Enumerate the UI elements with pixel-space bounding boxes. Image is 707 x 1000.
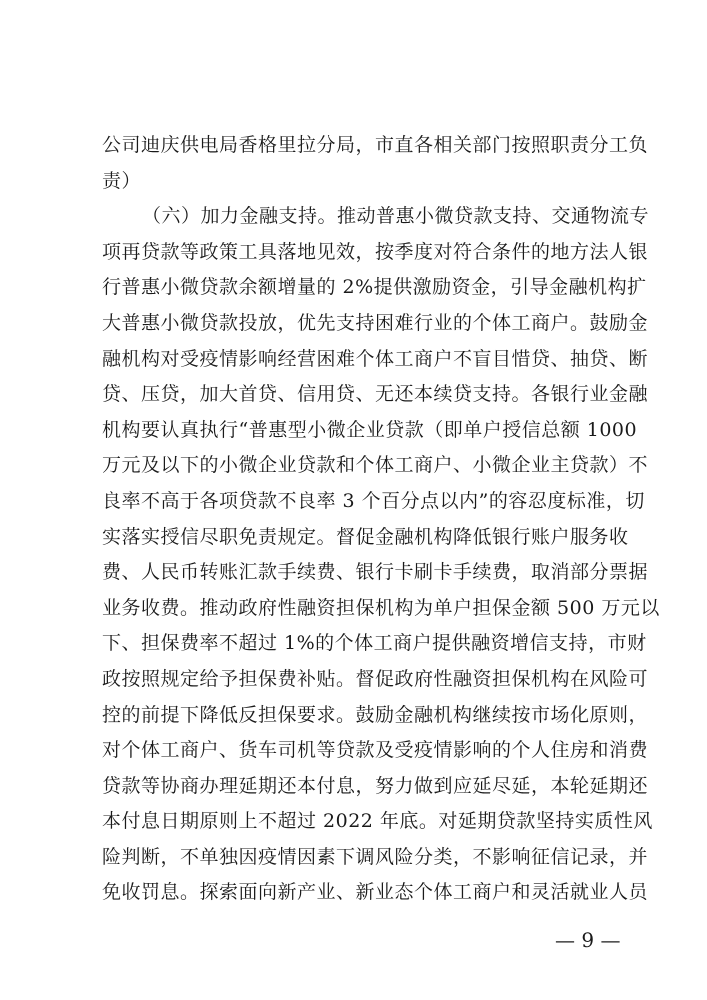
text-line: 控的前提下降低反担保要求。鼓励金融机构继续按市场化原则，: [102, 703, 649, 726]
text-line: 费、人民币转账汇款手续费、银行卡刷卡手续费，取消部分票据: [102, 561, 649, 584]
text-line: 万元及以下的小微企业贷款和个体工商户、小微企业主贷款）不: [102, 454, 649, 477]
text-line: 融机构对受疫情影响经营困难个体工商户不盲目惜贷、抽贷、断: [102, 347, 649, 370]
text-line: 险判断，不单独因疫情因素下调风险分类，不影响征信记录，并: [102, 845, 649, 868]
text-line: 责）: [102, 169, 142, 192]
text-line: 贷、压贷，加大首贷、信用贷、无还本续贷支持。各银行业金融: [102, 383, 649, 406]
text-line: 实落实授信尽职免责规定。督促金融机构降低银行账户服务收: [102, 525, 629, 548]
text-line: 行普惠小微贷款余额增量的 2%提供激励资金，引导金融机构扩: [102, 276, 647, 299]
page-number: — 9 —: [555, 928, 621, 952]
text-line: 业务收费。推动政府性融资担保机构为单户担保金额 500 万元以: [102, 596, 660, 619]
body-text: [102, 128, 660, 911]
text-line: 机构要认真执行“普惠型小微企业贷款（即单户授信总额 1000: [102, 418, 638, 441]
text-line: 政按照规定给予担保费补贴。督促政府性融资担保机构在风险可: [102, 667, 649, 690]
text-line: 下、担保费率不超过 1%的个体工商户提供融资增信支持，市财: [102, 632, 647, 655]
text-line: 大普惠小微贷款投放，优先支持困难行业的个体工商户。鼓励金: [102, 311, 649, 334]
section-heading-line: （六）加力金融支持。推动普惠小微贷款支持、交通物流专: [142, 205, 650, 228]
text-line: 贷款等协商办理延期还本付息，努力做到应延尽延，本轮延期还: [102, 774, 649, 797]
text-line: 良率不高于各项贷款不良率 3 个百分点以内”的容忍度标准，切: [102, 489, 645, 512]
text-line: 对个体工商户、货车司机等贷款及受疫情影响的个人住房和消费: [102, 739, 649, 762]
text-line: 免收罚息。探索面向新产业、新业态个体工商户和灵活就业人员: [102, 881, 649, 904]
text-line: 本付息日期原则上不超过 2022 年底。对延期贷款坚持实质性风: [102, 810, 653, 833]
text-line: 项再贷款等政策工具落地见效，按季度对符合条件的地方法人银: [102, 240, 649, 263]
text-line: 公司迪庆供电局香格里拉分局，市直各相关部门按照职责分工负: [102, 134, 649, 156]
